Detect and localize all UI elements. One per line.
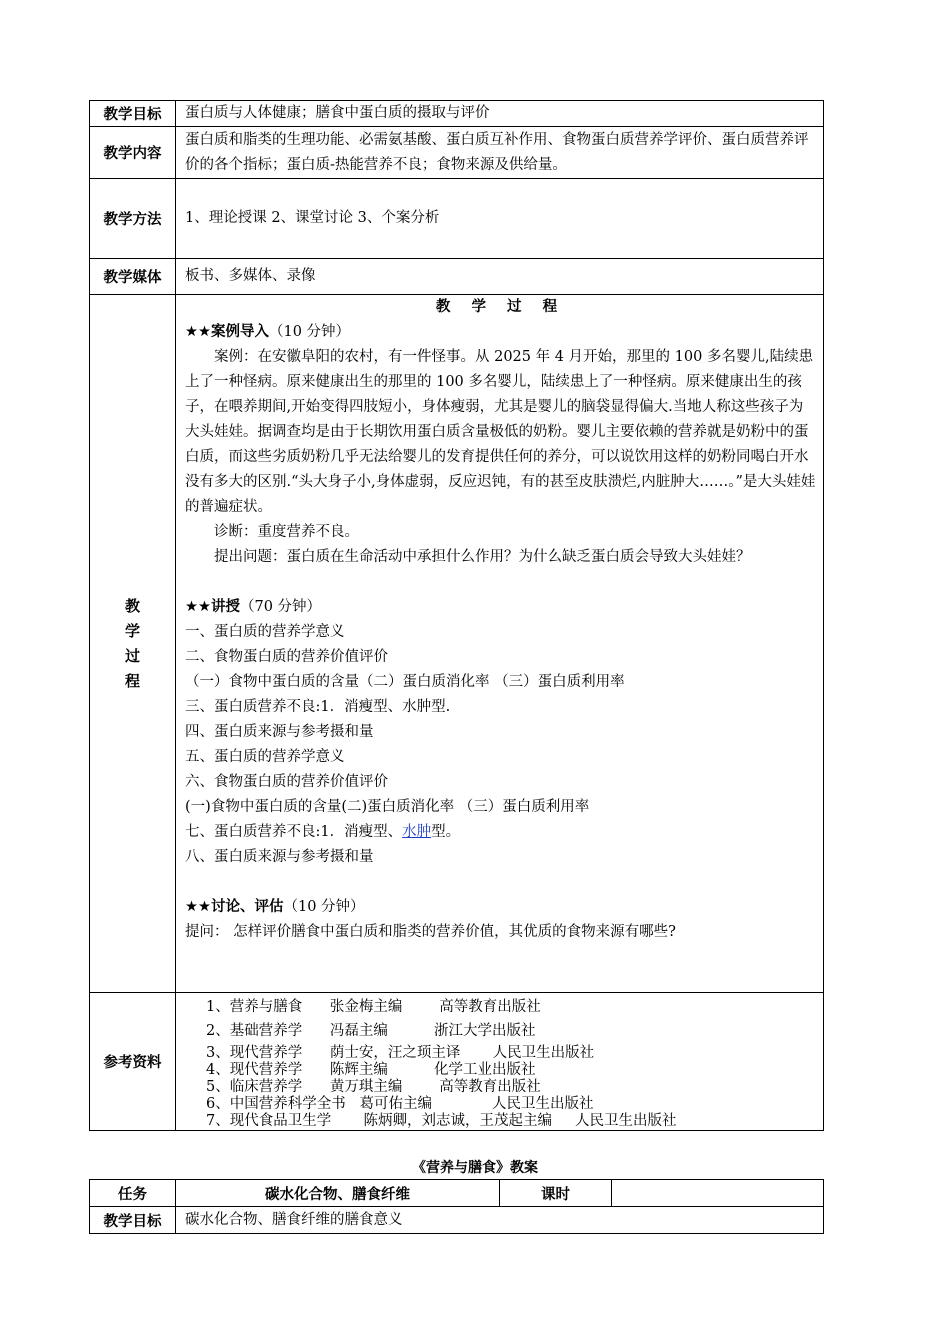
process-body xyxy=(176,295,824,993)
ref-item: 6、中国营养科学全书 葛可佑主编 人民卫生出版社 xyxy=(206,1096,594,1112)
item7-suffix: 型。 xyxy=(431,824,461,840)
media-label: 教学媒体 xyxy=(90,259,176,295)
method-value: 1、理论授课 2、课堂讨论 3、个案分析 xyxy=(176,179,824,259)
process-label-char: 过 xyxy=(124,646,140,665)
lecture-item-7 xyxy=(185,820,816,845)
row-goal-2 xyxy=(90,1207,824,1234)
hours-label: 课时 xyxy=(500,1180,612,1207)
lecture-heading xyxy=(185,595,816,620)
method-label: 教学方法 xyxy=(90,179,176,259)
goal-label-2: 教学目标 xyxy=(90,1207,176,1234)
lecture-head: ★★讲授 xyxy=(185,599,240,615)
goal-label: 教学目标 xyxy=(90,101,176,127)
discuss-heading xyxy=(185,895,816,920)
task-label: 任务 xyxy=(90,1180,176,1207)
lecture-time: （70 分钟） xyxy=(240,599,322,615)
lesson-table-carbohydrate xyxy=(89,1179,824,1234)
discuss-head: ★★讨论、评估 xyxy=(185,899,284,915)
lecture-item: 五、蛋白质的营养学意义 xyxy=(185,749,345,765)
ref-item: 7、现代食品卫生学 陈炳卿，刘志诚，王茂起主编 人民卫生出版社 xyxy=(206,1113,677,1129)
doc-title: 《营养与膳食》教案 xyxy=(412,1160,538,1176)
hours-value xyxy=(612,1180,824,1207)
question-text: 提出问题：蛋白质在生命活动中承担什么作用？为什么缺乏蛋白质会导致大头娃娃？ xyxy=(214,549,751,565)
case-text: 案例：在安徽阜阳的农村，有一件怪事。从 2025 年 4 月开始，那里的 100 多名婴儿,陆续患上了一种怪病。原来健康出生的那里的 100 多名婴儿，陆续患上了一种怪病。原来健康出生的孩子，在喂养期间,开始变得四肢短小，身体瘦弱，尤其是婴儿的脑袋显得偏大.当地人称这些孩子为大头娃娃。据调查均是由于长期饮用蛋白质含量极低的奶粉。婴儿主要依赖的营养就是奶粉中的蛋白质，而这些劣质奶粉几乎无法给婴儿的发育提供任何的养分，可以说饮用这样的奶粉同喝白开水没有多大的区别.“头大身子小,身体虚弱，反应迟钝，有的甚至皮肤溃烂,内脏肿大……。”是大头娃娃的普遍症状。 xyxy=(185,349,816,515)
row-task xyxy=(90,1180,824,1207)
task-value: 碳水化合物、膳食纤维 xyxy=(176,1180,500,1207)
row-goal xyxy=(90,101,824,127)
lesson-table-protein xyxy=(89,100,824,1131)
lecture-item: 一、蛋白质的营养学意义 xyxy=(185,624,345,640)
ref-item: 1、营养与膳食 张金梅主编 高等教育出版社 xyxy=(206,999,541,1015)
row-method xyxy=(90,179,824,259)
case-intro-head: ★★案例导入 xyxy=(185,324,269,340)
goal-value: 蛋白质与人体健康；膳食中蛋白质的摄取与评价 xyxy=(176,101,824,127)
ref-item: 5、临床营养学 黄万琪主编 高等教育出版社 xyxy=(206,1079,541,1095)
lecture-item: 四、蛋白质来源与参考摄和量 xyxy=(185,724,374,740)
lecture-item: 二、食物蛋白质的营养价值评价 xyxy=(185,649,388,665)
process-label-char: 程 xyxy=(124,671,140,690)
content-label: 教学内容 xyxy=(90,127,176,179)
discuss-text: 提问： 怎样评价膳食中蛋白质和脂类的营养价值，其优质的食物来源有哪些? xyxy=(185,924,676,940)
ref-item: 2、基础营养学 冯磊主编 浙江大学出版社 xyxy=(206,1023,536,1039)
row-media xyxy=(90,259,824,295)
case-intro-heading xyxy=(185,320,816,345)
discuss-time: （10 分钟） xyxy=(283,899,365,915)
lecture-item: 三、蛋白质营养不良:1．消瘦型、水肿型. xyxy=(185,699,451,715)
row-process xyxy=(90,295,824,993)
row-content xyxy=(90,127,824,179)
ref-item: 3、现代营养学 荫士安，汪之顼主译 人民卫生出版社 xyxy=(206,1045,595,1061)
process-label xyxy=(90,295,176,993)
ref-label: 参考资料 xyxy=(90,993,176,1131)
process-label-char: 学 xyxy=(124,621,140,640)
process-label-char: 教 xyxy=(124,596,140,615)
process-title: 教 学 过 程 xyxy=(435,299,566,315)
diagnosis-text: 诊断：重度营养不良。 xyxy=(214,524,359,540)
lecture-item: (一)食物中蛋白质的含量(二)蛋白质消化率 （三）蛋白质利用率 xyxy=(185,799,590,815)
row-references xyxy=(90,993,824,1131)
item7-prefix: 七、蛋白质营养不良:1．消瘦型、 xyxy=(185,824,403,840)
edema-link[interactable]: 水肿 xyxy=(402,824,432,840)
lecture-item: 六、食物蛋白质的营养价值评价 xyxy=(185,774,388,790)
content-value: 蛋白质和脂类的生理功能、必需氨基酸、蛋白质互补作用、食物蛋白质营养学评价、蛋白质营养评价的各个指标；蛋白质-热能营养不良；食物来源及供给量。 xyxy=(176,127,824,179)
ref-item: 4、现代营养学 陈辉主编 化学工业出版社 xyxy=(206,1062,536,1078)
case-intro-time: （10 分钟） xyxy=(269,324,351,340)
lecture-item: 八、蛋白质来源与参考摄和量 xyxy=(185,849,374,865)
ref-list xyxy=(176,993,824,1131)
goal-value-2: 碳水化合物、膳食纤维的膳食意义 xyxy=(176,1207,824,1234)
lecture-item: （一）食物中蛋白质的含量（二）蛋白质消化率 （三）蛋白质利用率 xyxy=(185,674,625,690)
media-value: 板书、多媒体、录像 xyxy=(176,259,824,295)
